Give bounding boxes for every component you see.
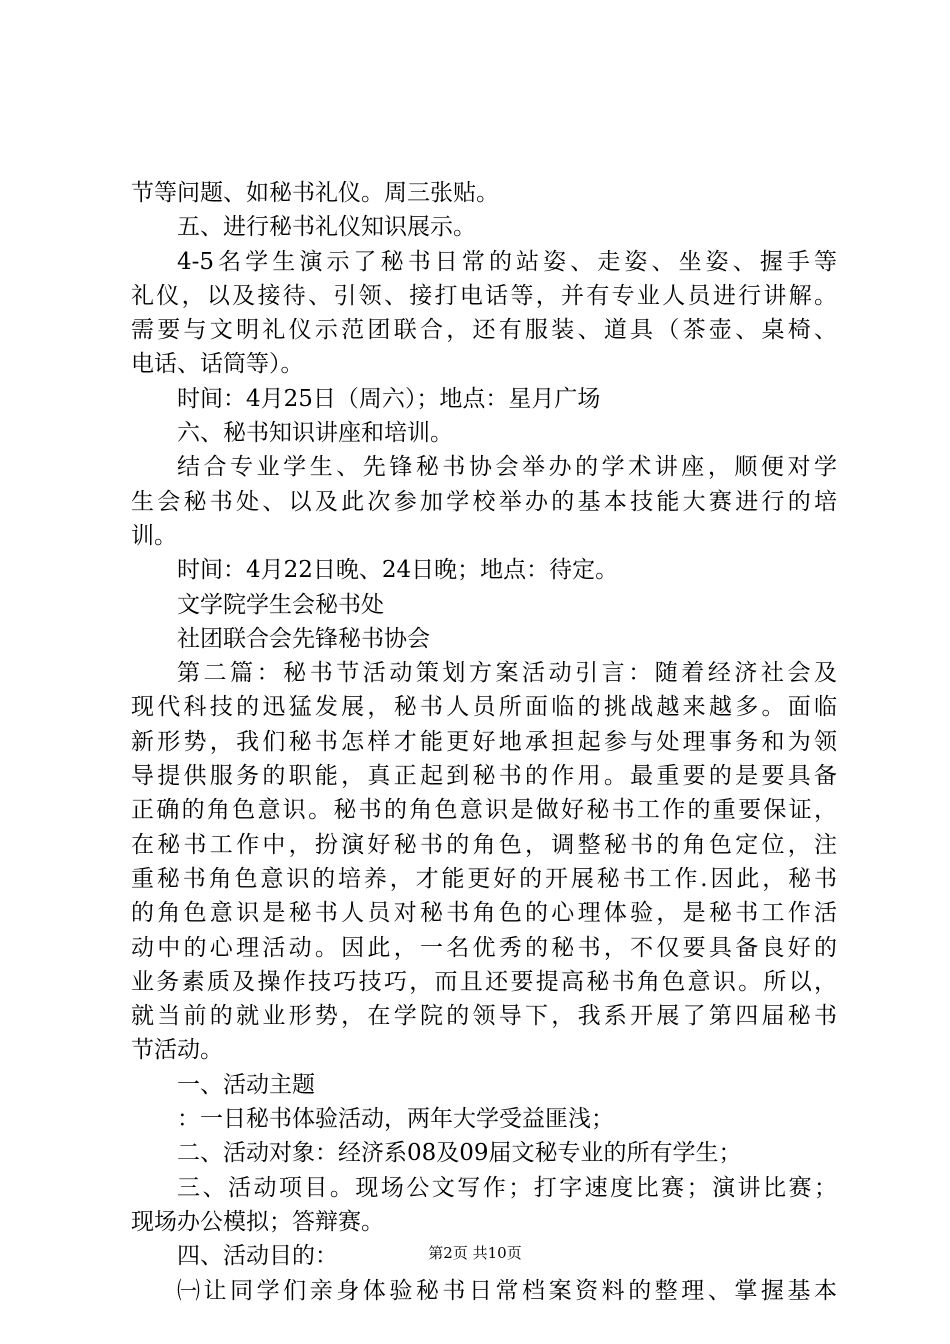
text-line: 节活动。 (131, 1037, 223, 1064)
text-line: 二、活动对象：经济系08及09届文秘专业的所有学生； (177, 1140, 742, 1167)
text-line: 电话、话筒等）。 (131, 351, 304, 378)
text-line: 四、活动目的： (177, 1243, 338, 1270)
text-line: 五、进行秘书礼仪知识展示。 (177, 214, 476, 241)
document-body (131, 176, 837, 1308)
text-line: ㈠让同学们亲身体验秘书日常档案资料的整理、掌握基本 (177, 1277, 837, 1304)
text-line: 需要与文明礼仪示范团联合，还有服装、道具（茶壶、桌椅、 (131, 317, 837, 344)
text-line: 正确的角色意识。秘书的角色意识是做好秘书工作的重要保证， (131, 797, 837, 824)
text-line: 在秘书工作中，扮演好秘书的角色，调整秘书的角色定位，注 (131, 831, 837, 858)
text-line: ：一日秘书体验活动，两年大学受益匪浅； (177, 1106, 614, 1133)
text-line: 导提供服务的职能，真正起到秘书的作用。最重要的是要具备 (131, 763, 837, 790)
text-line: 的角色意识是秘书人员对秘书角色的心理体验，是秘书工作活 (131, 900, 837, 927)
page-footer: 第2页 共10页 (428, 1244, 522, 1262)
text-line: 重秘书角色意识的培养，才能更好的开展秘书工作.因此，秘书 (131, 865, 837, 892)
text-line: 4-5名学生演示了秘书日常的站姿、走姿、坐姿、握手等 (177, 248, 837, 275)
text-line: 礼仪，以及接待、引领、接打电话等，并有专业人员进行讲解。 (131, 282, 837, 309)
text-line: 六、秘书知识讲座和培训。 (177, 420, 453, 447)
text-line: 动中的心理活动。因此，一名优秀的秘书，不仅要具备良好的 (131, 934, 837, 961)
text-line: 时间：4月22日晚、24日晚；地点：待定。 (177, 557, 619, 584)
text-line: 生会秘书处、以及此次参加学校举办的基本技能大赛进行的培 (131, 488, 837, 515)
text-line: 就当前的就业形势，在学院的领导下，我系开展了第四届秘书 (131, 1003, 837, 1030)
text-line: 三、活动项目。现场公文写作；打字速度比赛；演讲比赛； (177, 1174, 837, 1201)
text-line: 社团联合会先锋秘书协会 (177, 625, 430, 652)
text-line: 文学院学生会秘书处 (177, 591, 384, 618)
text-line: 节等问题、如秘书礼仪。周三张贴。 (131, 180, 499, 206)
text-line: 时间：4月25日（周六）；地点：星月广场 (177, 385, 601, 412)
text-line: 业务素质及操作技巧技巧，而且还要提高秘书角色意识。所以， (131, 968, 837, 995)
text-line: 一、活动主题 (177, 1071, 315, 1098)
text-line: 现代科技的迅猛发展，秘书人员所面临的挑战越来越多。面临 (131, 694, 837, 721)
text-line: 第二篇：秘书节活动策划方案活动引言：随着经济社会及 (177, 660, 837, 687)
text-line: 训。 (131, 522, 177, 549)
text-line: 新形势，我们秘书怎样才能更好地承担起参与处理事务和为领 (131, 728, 837, 755)
text-line: 结合专业学生、先锋秘书协会举办的学术讲座，顺便对学 (177, 454, 837, 481)
text-line: 现场办公模拟；答辩赛。 (131, 1208, 384, 1235)
